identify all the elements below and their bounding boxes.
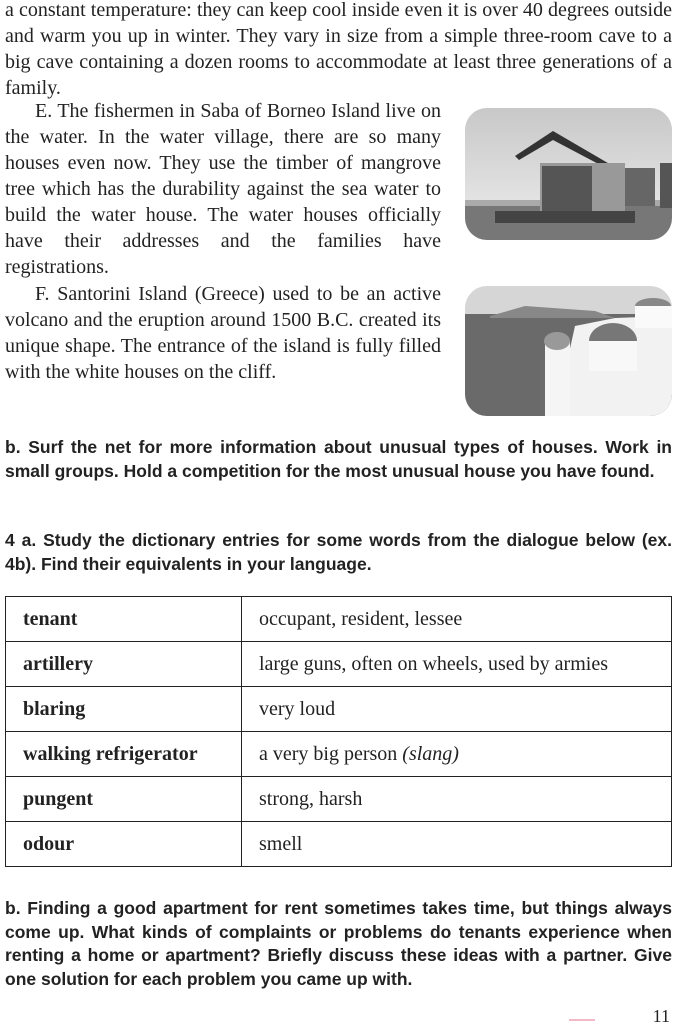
task-b-surf: b. Surf the net for more information about unusual types of houses. Work in small groups. Hold a competition for the most unusual house you have found. [5,437,672,481]
dictionary-definition [242,777,672,822]
santorini-photo [465,286,672,416]
task-4a: 4 a. Study the dictionary entries for some words from the dialogue below (ex. 4b). Find their equivalents in your language. [5,530,672,574]
water-house-photo [465,108,672,240]
dictionary-definition [242,822,672,867]
definition-text: a very big person [259,742,403,765]
paragraph-f: F. Santorini Island (Greece) used to be an active volcano and the eruption around 1500 B.C. created its unique shape. The entrance of the island is fully filled with the white houses on the cliff. [5,283,441,383]
dictionary-definition [242,687,672,732]
table-row [6,777,672,822]
dictionary-term: artillery [6,642,242,687]
dictionary-term: odour [6,822,242,867]
dictionary-definition [242,642,672,687]
table-row [6,732,672,777]
page-number: 11 [652,1006,670,1026]
dictionary-definition [242,732,672,777]
decorative-mark [569,1019,595,1021]
dictionary-term: blaring [6,687,242,732]
definition-text: strong, harsh [259,787,363,810]
intro-paragraph: a constant temperature: they can keep cool inside even it is over 40 degrees outside and warm you up in winter. They vary in size from a simple three-room cave to a big cave containing a dozen rooms to accommodate at least three generations of a family. [5,0,672,99]
table-row [6,642,672,687]
definition-text: large guns, often on wheels, used by armies [259,652,608,675]
definition-text: occupant, resident, lessee [259,607,463,630]
definition-text: very loud [259,697,336,720]
dictionary-term: pungent [6,777,242,822]
table-row [6,822,672,867]
dictionary-definition [242,597,672,642]
dictionary-term: tenant [6,597,242,642]
definition-text: smell [259,832,303,855]
definition-note: (slang) [402,742,459,765]
paragraph-e: E. The fishermen in Saba of Borneo Island live on the water. In the water village, there are so many houses even now. They use the timber of mangrove tree which has the durability against the sea water to build the water house. The water houses officially have their addresses and the families have registrations. [5,100,441,278]
task-b-finding: b. Finding a good apartment for rent sometimes takes time, but things always come up. What kinds of complaints or problems do tenants experience when renting a home or apartment? Briefly discuss these ideas with a partner. Give one solution for each problem you came up with. [5,898,672,989]
dictionary-term: walking refrigerator [6,732,242,777]
table-row [6,687,672,732]
table-row [6,597,672,642]
dictionary-table [5,596,672,867]
